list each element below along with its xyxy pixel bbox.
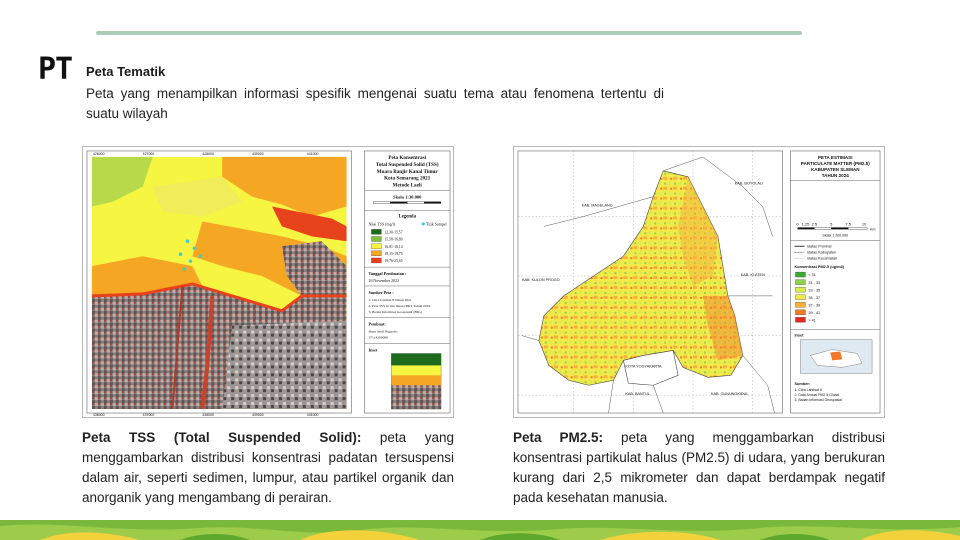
tss-legend-swatch [371,258,381,263]
pm-legend-swatch [795,317,805,322]
top-divider [96,31,802,35]
tss-title-line-5: Metode Laeli [392,182,422,189]
pm-line-2: Batas Kabupaten [807,250,837,255]
tss-legend-label: 12,30-15,57 [384,230,403,235]
tss-map-graphic [83,147,453,417]
label-klaten: KAB. KLATEN [740,273,765,278]
pm-legend-label: 33 - 35 [808,288,821,293]
label-gunungkidul: KAB. GUNUNGKIDUL [710,392,749,397]
svg-text:441000: 441000 [306,413,319,417]
pm25-map-graphic [514,147,884,417]
pm-source-heading: Sumber: [794,381,811,387]
svg-text:439000: 439000 [252,151,264,156]
pm-source-3: 3. Badan Informasi Geospasial [794,398,842,403]
pm25-map-image [513,146,885,418]
tss-scale: Skala 1:30.000 [393,194,422,200]
tss-source-3: 3. Badan Informasi Geospasial (BIG) [368,309,422,314]
pm-scale-tick: 10 [861,221,867,227]
tss-legend-label: 19,76-25,65 [384,259,403,264]
pm-line-3: Batas Kecamatan [807,256,838,261]
pm-scale-tick: 5 [830,221,833,227]
pm-legend-label: 31 - 33 [808,280,821,285]
tss-date: 26 November 2022 [368,278,400,283]
svg-text:428000: 428000 [202,151,214,156]
pm-legend-label: < 31 [808,273,816,278]
tss-author-name: Bayu Andi Nugroho [368,329,398,334]
tss-caption-term: Peta TSS (Total Suspended Solid): [82,430,362,445]
tss-author-heading: Pembuat: [368,321,386,327]
svg-text:438000: 438000 [202,413,214,417]
tss-author-id: 37114200006 [368,335,388,340]
tss-legend-label: 15,58-16,80 [384,237,403,242]
tss-source-1: 1. Citra Landsat 8 Tahun 2021 [368,297,412,302]
pm25-caption-text: peta yang menggambarkan distribusi konsentrasi partikulat halus (PM2.5) di udara, yang berukuran kurang dari 2,5 mikrometer dan dapat berdampak negatif pada kesehatan manusia. [513,430,885,505]
svg-text:427000: 427000 [142,151,155,156]
pm-scale-tick: 7.5 [845,221,851,227]
pm-legend-label: 35 - 37 [808,295,821,300]
label-magelang: KAB. MAGELANG [581,203,613,208]
tss-legend-label: 18,15-19,75 [384,252,403,256]
label-boyolali: KAB. BOYOLALI [734,181,764,186]
pm-title-line-1: PETA ESTIMASI [818,154,853,160]
label-bantul: KAB. BANTUL [625,392,650,397]
tss-caption [82,428,454,508]
tss-title-line-2: Total Suspended Solid (TSS) [375,161,439,168]
pm25-caption-term: Peta PM2.5: [513,430,603,445]
tss-map-image [82,146,454,418]
pm-scale-tick: 2.5 [811,221,818,227]
label-kulonprogo: KAB. KULON PROGO [521,278,560,283]
tss-date-heading: Tanggal Pembuatan : [368,271,407,277]
tss-title-line-4: Kota Semarang 2021 [384,175,431,182]
tss-legend-heading: Legenda [398,214,416,220]
pm-class-heading: Konsentrasi PM2.5 (ug/m3) [794,264,845,270]
tss-legend-swatch [371,229,381,234]
decorative-bottom-band [0,520,960,540]
pm-legend-swatch [795,272,805,277]
logo: PT [38,52,73,87]
pm-legend-label: > 41 [808,318,816,323]
pm-title-line-3: KABUPATEN SLEMAN [810,166,860,172]
label-yogyakarta: KOTA YOGYAKARTA [625,364,662,369]
pm-legend-swatch [795,287,805,292]
pm-legend-swatch [795,280,805,285]
svg-text:437000: 437000 [142,413,155,417]
tss-source-heading: Sumber Peta : [368,289,394,295]
tss-inset-heading: Inset [368,347,378,353]
svg-text:439000: 439000 [252,413,264,417]
pm-scale-tick: 1.25 [801,221,810,227]
pm-scale-text: Skala 1:200.000 [822,233,849,238]
intro-paragraph: Peta yang menampilkan informasi spesifik mengenai suatu tema atau fenomena tertentu di suatu wilayah [86,86,664,121]
tss-point-label: Titik Sampel [426,221,447,227]
tss-caption-text: peta yang menggambarkan distribusi konsentrasi padatan tersuspensi dalam air, seperti sedimen, lumpur, atau partikel organik dan anorganik yang mengambang di perairan. [82,430,454,505]
svg-text:436000: 436000 [92,413,105,417]
pm-legend-label: 39 - 41 [808,310,821,315]
pm-source-1: 1. Citra Landsat 8 [794,388,822,393]
pm-inset-heading: Inset [794,332,804,338]
pm-legend-swatch [795,302,805,307]
section-title: Peta Tematik [86,64,166,79]
tss-source-2: 2. Peta TSS in situ muara BKT Tahun 2019 [368,303,431,308]
tss-legend-swatch [371,244,381,249]
pm25-caption [513,428,885,508]
tss-title-line-3: Muara Banjir Kanal Timur [376,168,438,175]
pm-title-line-2: PARTICULATE MATTER (PM2.5) [800,160,870,166]
tss-value-label: Nilai TSS (mg/l) [368,221,396,227]
pm-legend-label: 37 - 39 [808,303,821,308]
pm-source-2: 2. Data Annual PM2.5 Global [794,393,840,398]
pm-scale-unit: Km [870,227,876,232]
pm-line-1: Batas Provinsi [807,244,832,249]
tss-title-line-1: Peta Konsentrasi [388,154,427,161]
pm-legend-swatch [795,310,805,315]
pm-scale-tick: 0 [796,221,799,227]
pm-title-line-4: TAHUN 2024 [821,172,849,178]
svg-text:426000: 426000 [92,151,105,156]
tss-legend-swatch [371,251,381,256]
pm-legend-swatch [795,295,805,300]
tss-legend-swatch [371,237,381,242]
svg-text:441000: 441000 [306,151,319,156]
tss-legend-label: 16,81-18,14 [384,244,403,249]
